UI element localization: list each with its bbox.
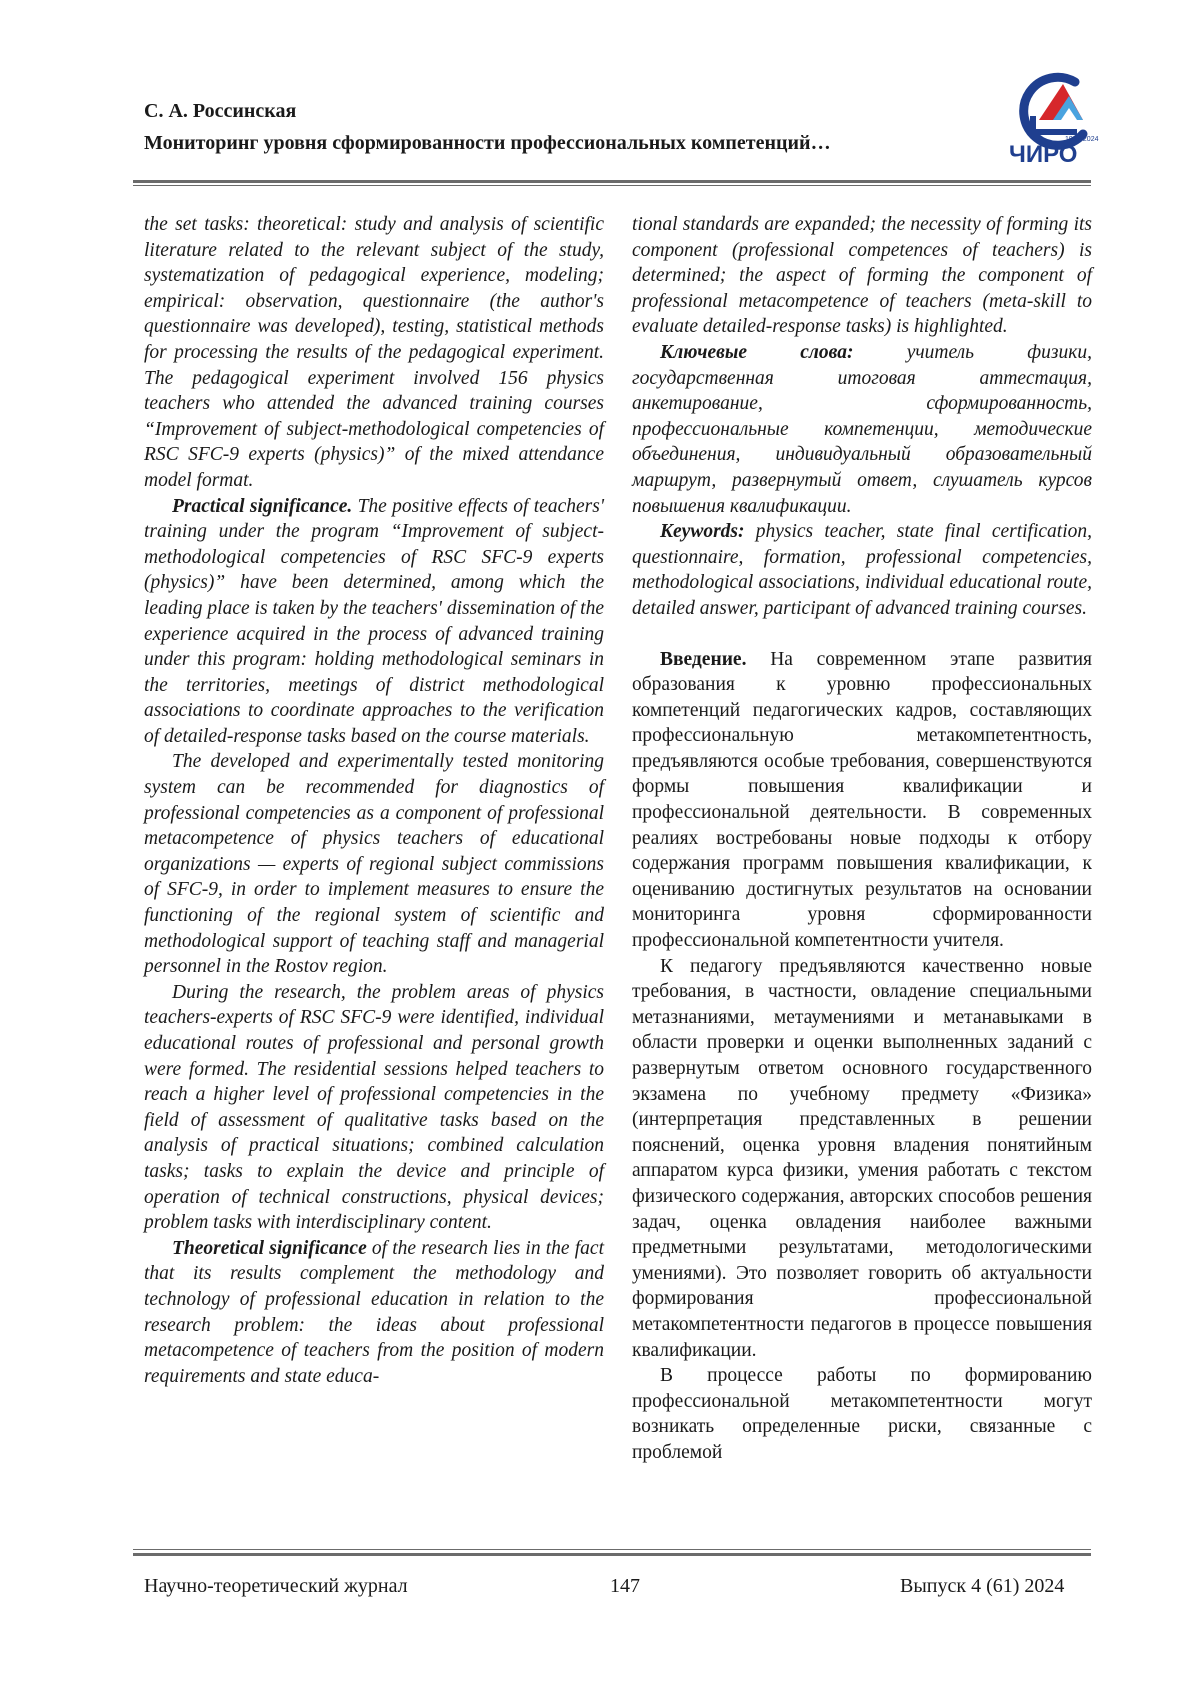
keywords-ru-text: учитель физики, государственная итоговая аттестация, анкетирование, сформированность, профессиональные компетенции, методические объединения, индивидуальный образовательный маршрут, развернутый ответ, слушатель курсов повышения квалификации. (632, 341, 1092, 517)
keywords-ru-label: Ключевые слова: (660, 341, 854, 363)
keywords-en-label: Keywords: (660, 521, 745, 543)
issue-info: Выпуск 4 (61) 2024 (900, 1575, 1065, 1597)
author-name: С. А. Россинская (144, 100, 297, 122)
footer-rule-thin (133, 1549, 1091, 1550)
introduction-text: На современном этапе развития образования к уровню профессиональных компетенций педагогических кадров, составляющих профессиональную метакомпетентность, предъявляются особые требования, совершенствуются формы повышения квалификации и профессиональной деятельности. В современных реалиях востребованы новые подходы к отбору содержания программ повышения квалификации, к оцениванию достигнутых результатов на основании мониторинга уровня сформированности профессиональной компетентности учителя. (632, 648, 1092, 952)
teacher-requirements-paragraph: К педагогу предъявляются качественно новые требования, в частности, овладение специальными метазнаниями, метаумениями и метанавыками в области проверки и оценки выполненных заданий с развернутым ответом основного государственного экзамена по учебному предмету «Физика» (интерпретация представленных в решении пояснений, оценка уровня владения понятийным аппаратом курса физики, умения работать с текстом физического содержания, авторских способов решения задач, оценка овладения наиболее важными предметными результатами, методологическими умениями). Это позволяет говорить об актуальности формирования профессиональной метакомпетентности педагогов в процессе повышения квалификации. (632, 955, 1092, 1361)
theoretical-text: of the research lies in the fact that its results complement the methodology and technology of professional education in relation to the research problem: the ideas about professional metacompetence of teachers from the position of modern requirements and state educa- (144, 1237, 604, 1387)
left-paragraph-theoretical (144, 1236, 604, 1390)
practical-label: Practical significance. (172, 495, 353, 517)
logo-text: ЧИРО (1009, 141, 1078, 168)
left-paragraph-practical (144, 494, 604, 750)
left-paragraph-methods: the set tasks: theoretical: study and analysis of scientific literature related to the relevant subject of the study, systematization of pedagogical experience, modeling; empirical: observation, questionnaire (the author's questionnaire was developed), testing, statistical methods for processing the results of the pedagogical experiment. The pedagogical experiment involved 156 physics teachers who attended the advanced training courses “Improvement of subject-methodological competencies of RSC SFC-9 experts (physics)” of the mixed attendance model format. (144, 214, 604, 491)
logo-years: 1937-2024 (1065, 136, 1099, 143)
header-rule (133, 180, 1091, 183)
chiro-logo-icon (1003, 66, 1103, 176)
introduction-paragraph (632, 647, 1092, 954)
left-paragraph-monitoring: The developed and experimentally tested monitoring system can be recommended for diagnostics of professional competencies as a component of professional metacompetence of physics teachers of educational organizations — experts of regional subject commissions of SFC-9, in order to implement measures to ensure the functioning of the regional system of scientific and methodological support of teaching staff and managerial personnel in the Rostov region. (144, 751, 604, 978)
article-title: Мониторинг уровня сформированности профессиональных компетенций… (144, 132, 831, 154)
right-paragraph-standards: tional standards are expanded; the necessity of forming its component (professional competences of teachers) is determined; the aspect of forming the component of professional metacompetence of teachers (meta-skill to evaluate detailed-response tasks) is highlighted. (632, 214, 1092, 338)
practical-text: The positive effects of teachers' training under the program “Improvement of subject-methodological competencies of RSC SFC-9 experts (physics)” have been determined, among which the leading place is taken by the teachers' dissemination of the experience acquired in the process of advanced training under this program: holding methodological seminars in the territories, meetings of district methodological associations to coordinate approaches to the verification of detailed-response tasks based on the course materials. (144, 495, 605, 747)
risks-paragraph: В процессе работы по формированию профессиональной метакомпетентности могут возникать определенные риски, связанные с проблемой (632, 1365, 1092, 1463)
keywords-ru (632, 340, 1092, 519)
journal-name: Научно-теоретический журнал (144, 1575, 408, 1597)
running-header (144, 96, 1094, 186)
header-rule-thin (133, 185, 1091, 186)
left-paragraph-research: During the research, the problem areas of physics teachers-experts of RSC SFC-9 were identified, individual educational routes of professional and personal growth were formed. The residential sessions helped teachers to reach a higher level of professional competencies in the field of assessment of qualitative tasks based on the analysis of practical situations; combined calculation tasks; tasks to explain the device and principle of operation of technical constructions, physical devices; problem tasks with interdisciplinary content. (144, 981, 604, 1234)
keywords-en (632, 519, 1092, 621)
left-column (144, 212, 604, 1389)
right-column (632, 212, 1092, 1466)
keywords-en-text: physics teacher, state final certification, questionnaire, formation, professional competencies, methodological associations, individual educational route, detailed answer, participant of advanced training courses. (632, 521, 1092, 619)
footer-rule (133, 1553, 1091, 1556)
chiro-logo (1003, 66, 1103, 176)
page-number: 147 (610, 1575, 640, 1597)
section-gap (632, 622, 1092, 647)
introduction-label: Введение. (660, 648, 747, 670)
theoretical-label: Theoretical significance (172, 1237, 367, 1259)
